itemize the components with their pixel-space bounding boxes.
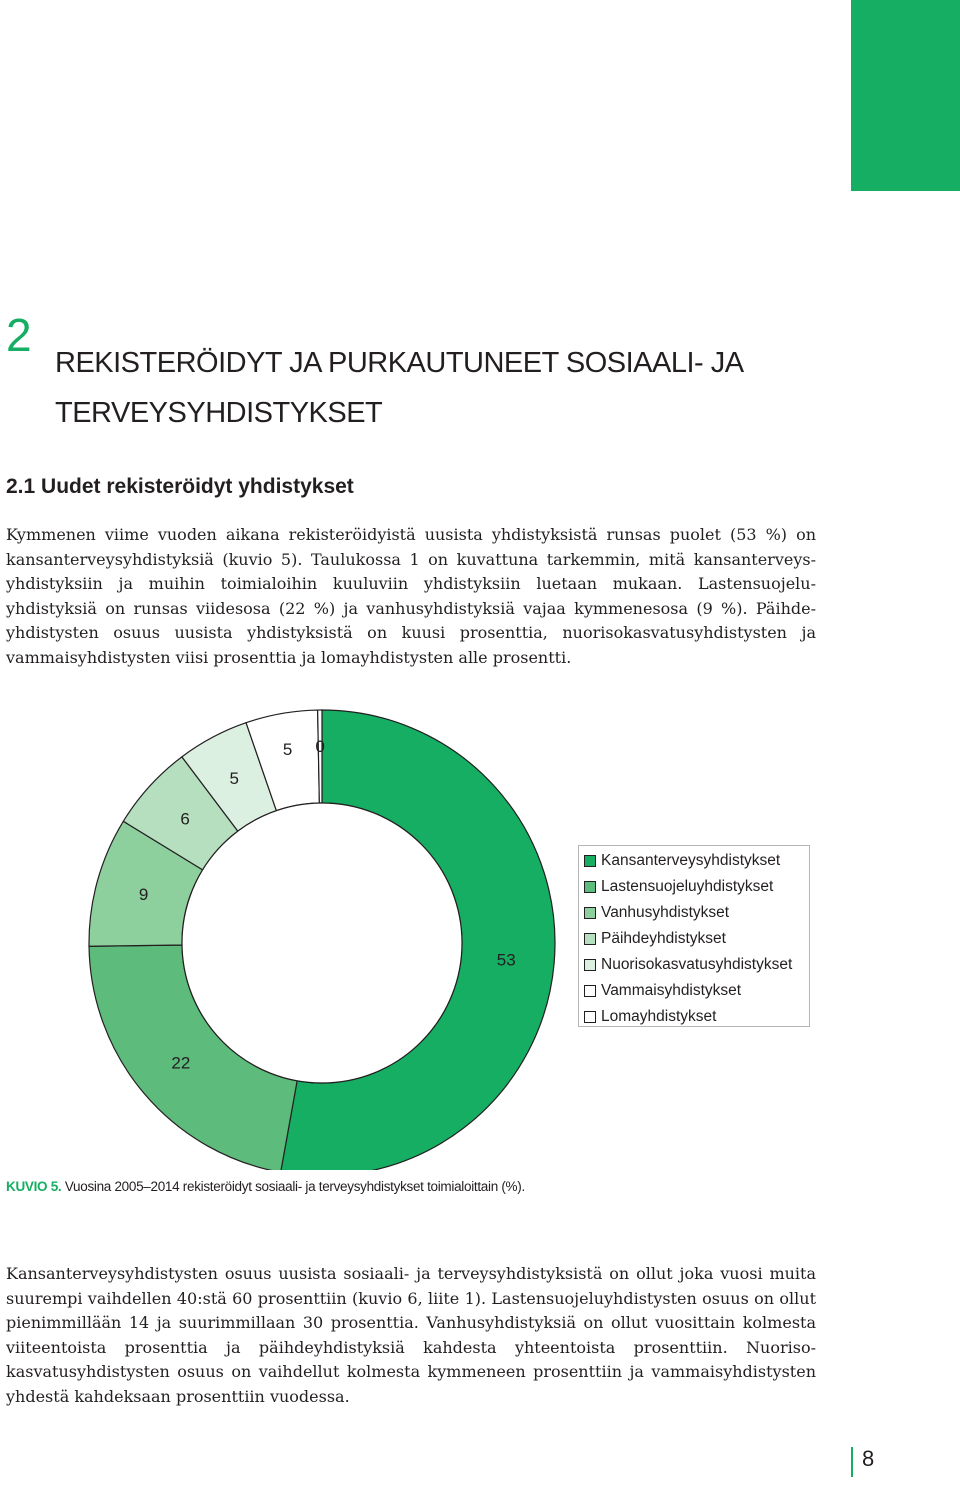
legend-item-1 (579, 874, 809, 900)
chapter-title: REKISTERÖIDYT JA PURKAUTUNEET SOSIAALI- JA TERVEYSYHDISTYKSET (55, 347, 742, 429)
donut-label-6: 0 (315, 737, 325, 757)
donut-label-0: 53 (496, 950, 516, 970)
legend-label: Vammaisyhdistykset (601, 982, 742, 999)
legend-label: Vanhusyhdistykset (601, 904, 730, 921)
legend-label: Kansanterveysyhdistykset (601, 852, 781, 869)
legend-item-4 (579, 952, 809, 978)
legend-label: Lomayhdistykset (601, 1008, 717, 1025)
legend-swatch (584, 855, 596, 867)
donut-label-2: 9 (138, 885, 149, 905)
legend-item-5 (579, 978, 809, 1004)
donut-label-4: 5 (229, 768, 239, 788)
page-number-rule (851, 1447, 853, 1477)
legend-swatch (584, 907, 596, 919)
legend-swatch (584, 1011, 596, 1023)
chart-legend (578, 845, 810, 1027)
legend-label: Päihdeyhdistykset (601, 930, 726, 947)
legend-swatch (584, 985, 596, 997)
section-heading: 2.1 Uudet rekisteröidyt yhdistykset (6, 475, 354, 498)
donut-label-5: 5 (282, 740, 293, 760)
legend-item-0 (579, 848, 809, 874)
caption-text: Vuosina 2005–2014 rekisteröidyt sosiaali- ja terveysyhdistykset toimialoittain (%). (64, 1179, 525, 1194)
donut-label-1: 22 (171, 1053, 191, 1073)
chapter-color-tab (851, 0, 960, 191)
chapter-number: 2 (6, 309, 32, 361)
figure-caption (6, 1179, 525, 1194)
donut-hole (182, 803, 462, 1083)
legend-swatch (584, 933, 596, 945)
intro-paragraph: Kymmenen viime vuoden aikana rekisteröidyistä uusista yhdistyksistä runsas puolet (53 %) on kansanterveysyhdistyksiä (kuvio 5). Taulukossa 1 on kuvattuna tarkemmin, mitä kansanterveysyhdistyksiin ja muihin toimialoihin kuuluviin yhdistyksiin luetaan mukaan. Lastensuojeluyhdistyksiä on runsas viidesosa (22 %) ja vanhusyhdistyksiä vajaa kymmenesosa (9 %). Päihdeyhdistysten osuus uusista yhdistyksistä on kuusi prosenttia, nuorisokasvatusyhdistysten ja vammaisyhdistysten viisi prosenttia ja lomayhdistysten alle prosentti. (6, 525, 816, 667)
page-number: 8 (862, 1446, 875, 1471)
followup-paragraph: Kansanterveysyhdistysten osuus uusista sosiaali- ja terveysyhdistyksistä on ollut joka vuosi muita suurempi vaihdellen 40:stä 60 prosenttiin (kuvio 6, liite 1). Lastensuojeluyhdistysten osuus on ollut pienimmillään 14 ja suurimmillaan 30 prosenttia. Vanhusyhdistyksiä on ollut vuosittain kolmesta viiteentoista prosenttia ja päihdeyhdistyksiä kahdesta yhteentoista prosenttiin. Nuorisokasvatusyhdistysten osuus on vaihdellut kolmesta kymmeneen prosenttiin ja vammaisyhdistysten yhdestä kahdeksaan prosenttiin vuodessa. (6, 1264, 816, 1406)
legend-item-6 (579, 1004, 809, 1030)
legend-swatch (584, 881, 596, 893)
legend-label: Nuorisokasvatusyhdistykset (601, 956, 793, 973)
legend-item-3 (579, 926, 809, 952)
donut-label-3: 6 (180, 809, 190, 829)
caption-label: KUVIO 5. (6, 1179, 62, 1194)
legend-item-2 (579, 900, 809, 926)
legend-label: Lastensuojeluyhdistykset (601, 878, 774, 895)
legend-swatch (584, 959, 596, 971)
